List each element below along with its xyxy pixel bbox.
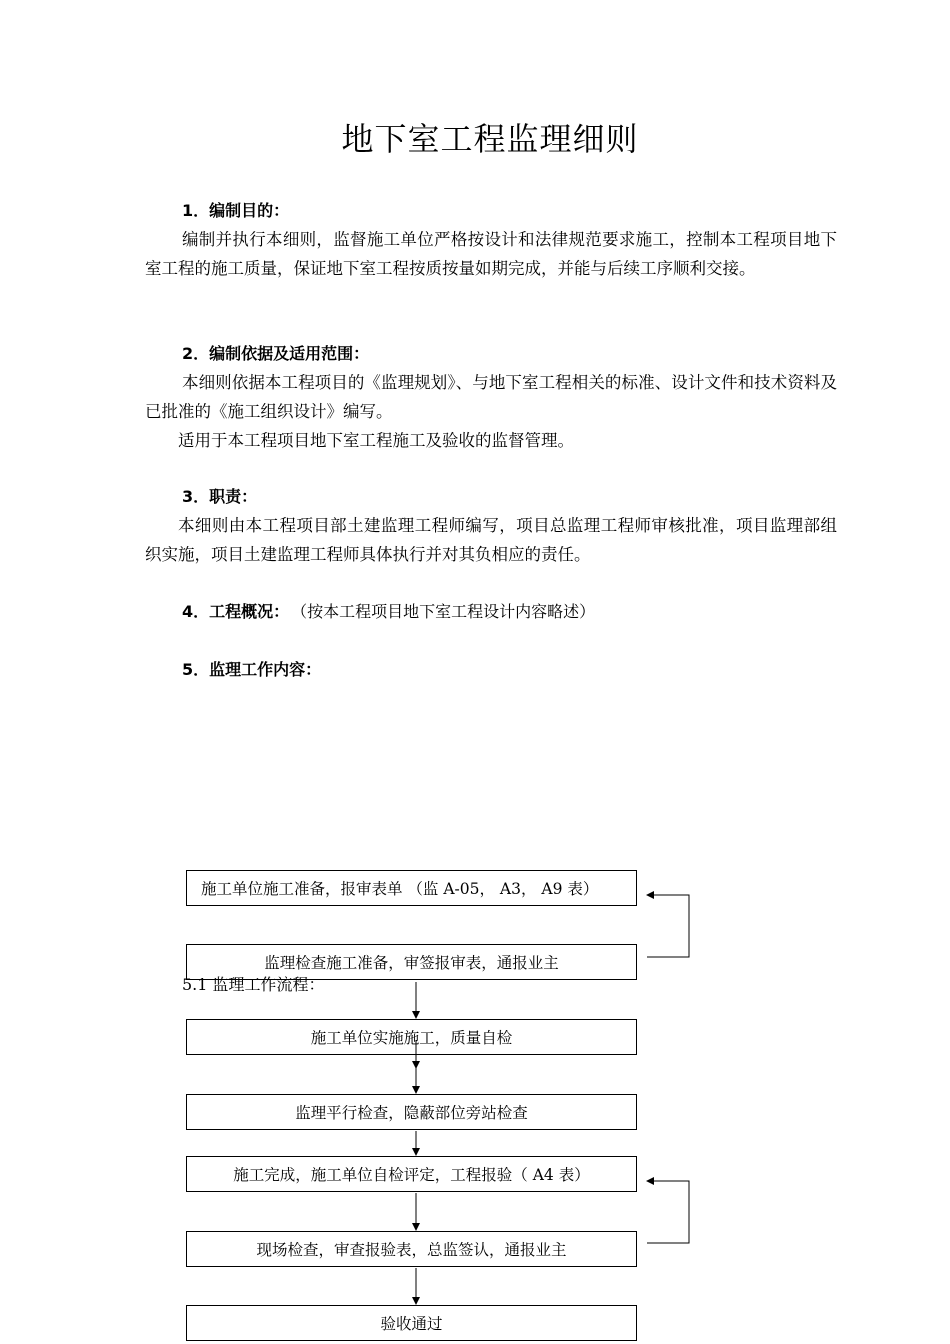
document-title: 地下室工程监理细则 [341, 120, 639, 158]
section-heading: 1．编制目的： [182, 201, 290, 220]
section-paragraph: 编制并执行本细则，监督施工单位严格按设计和法律规范要求施工，控制本工程项目地下室工程的施工质量，保证地下室工程按质按量如期完成，并能与后续工序顺利交接。 [145, 230, 837, 278]
section-paragraph: 本细则由本工程项目部土建监理工程师编写，项目总监理工程师审核批准，项目监理部组织实施，项目土建监理工程师具体执行并对其负相应的责任。 [145, 516, 837, 564]
section-heading: 5．监理工作内容： [182, 660, 322, 679]
flow-step-3: 施工单位实施施工，质量自检 [186, 1019, 637, 1055]
flow-step-4: 监理平行检查，隐蔽部位旁站检查 [186, 1094, 637, 1130]
flow-step-1: 施工单位施工准备，报审表单 （监 A-05， A3， A9 表） [186, 870, 637, 906]
flowchart-label: 5.1 监理工作流程： [182, 975, 325, 994]
section-heading: 2．编制依据及适用范围： [182, 344, 370, 363]
flow-step-7: 验收通过 [186, 1305, 637, 1341]
flow-step-5: 施工完成，施工单位自检评定，工程报验（ A4 表） [186, 1156, 637, 1192]
section-paragraph: 本细则依据本工程项目的《监理规划》、与地下室工程相关的标准、设计文件和技术资料及已批准的《施工组织设计》编写。 [145, 373, 837, 421]
section-note: （按本工程项目地下室工程设计内容略述） [299, 602, 596, 621]
feedback-loop-1 [647, 895, 689, 957]
flow-step-2: 监理检查施工准备，审签报审表，通报业主 [186, 944, 637, 980]
section-heading-text: 4．工程概况： [182, 602, 290, 621]
feedback-loop-2 [647, 1181, 689, 1243]
section-heading: 3．职责： [182, 487, 258, 506]
section-paragraph: 适用于本工程项目地下室工程施工及验收的监督管理。 [178, 431, 574, 450]
flow-step-6: 现场检查，审查报验表，总监签认，通报业主 [186, 1231, 637, 1267]
